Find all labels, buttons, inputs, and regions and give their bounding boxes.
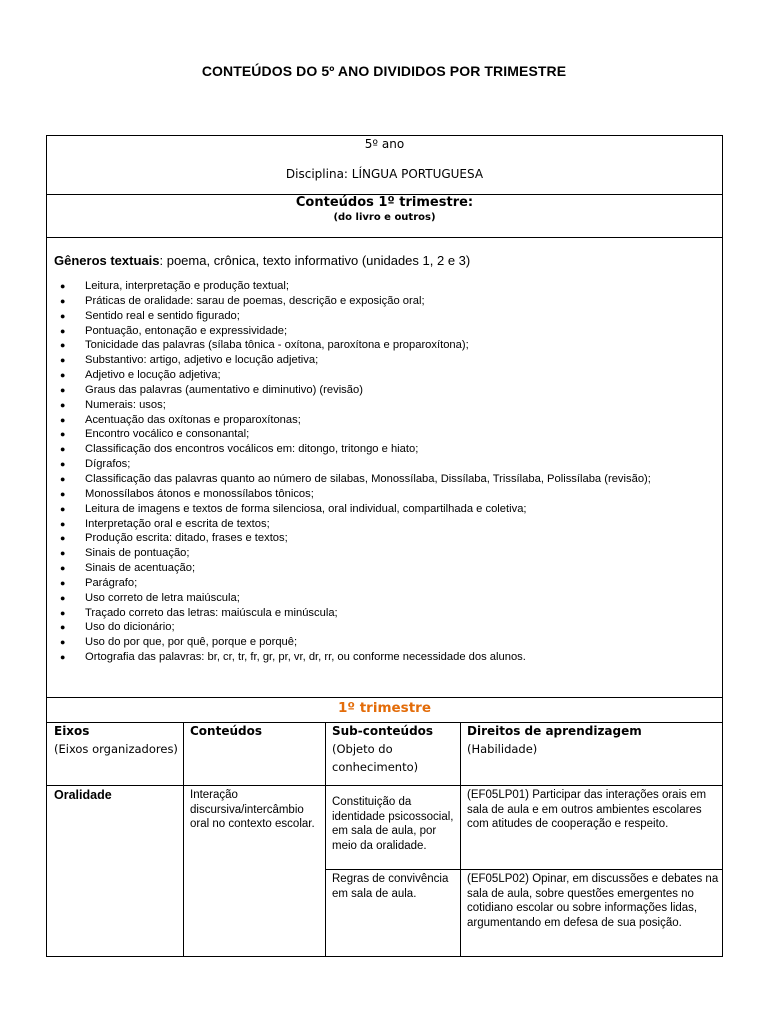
list-item xyxy=(58,279,745,294)
list-item-text: Tonicidade das palavras (sílaba tônica - oxítona, paroxítona e proparoxítona); xyxy=(85,339,469,352)
divider xyxy=(46,237,723,238)
conteudo-cell: Interação discursiva/intercâmbio oral no contexto escolar. xyxy=(190,789,315,830)
column-divider xyxy=(183,722,184,957)
list-item-text: Leitura, interpretação e produção textual; xyxy=(85,280,289,292)
bullet-icon: ● xyxy=(60,622,66,633)
list-item-text: Substantivo: artigo, adjetivo e locução adjetiva; xyxy=(85,354,319,367)
bullet-icon: ● xyxy=(60,488,66,499)
list-item xyxy=(58,472,745,487)
list-item xyxy=(58,338,745,353)
eixo-cell: Oralidade xyxy=(54,788,112,802)
subconteudo-cell: Regras de convivência em sala de aula. xyxy=(332,873,449,900)
list-item-text: Práticas de oralidade: sarau de poemas, descrição e exposição oral; xyxy=(85,294,425,307)
direito-cell: (EF05LP02) Opinar, em discussões e debates na sala de aula, sobre questões emergentes no cotidiano escolar ou sobre informações lidas, argumentando em defesa de sua posição. xyxy=(467,873,719,929)
bullet-icon: ● xyxy=(60,459,66,470)
genres-label: Gêneros textuais xyxy=(54,253,160,268)
trimester-title: 1º trimestre xyxy=(338,700,431,716)
list-item-text: Pontuação, entonação e expressividade; xyxy=(85,324,288,337)
list-item-text: Interpretação oral e escrita de textos; xyxy=(85,517,270,530)
list-item xyxy=(58,413,745,428)
header-subconteudos-sub: (Objeto do conhecimento) xyxy=(332,742,419,774)
bullet-icon: ● xyxy=(60,355,66,366)
bullet-icon: ● xyxy=(60,340,66,351)
bullet-icon: ● xyxy=(60,414,66,425)
list-item-text: Classificação das palavras quanto ao número de silabas, Monossílaba, Dissílaba, Trissílaba, Polissílaba (revisão); xyxy=(85,472,651,485)
header-conteudos-label: Conteúdos xyxy=(190,724,262,738)
list-item xyxy=(58,427,745,442)
list-item xyxy=(58,502,745,517)
subject-label: Disciplina: LÍNGUA PORTUGUESA xyxy=(285,167,484,181)
list-item xyxy=(58,487,745,502)
list-item xyxy=(58,368,745,383)
bullet-icon: ● xyxy=(60,384,66,395)
genres-line xyxy=(54,253,470,268)
list-item xyxy=(58,591,745,606)
list-item xyxy=(58,561,745,576)
list-item xyxy=(58,650,745,665)
list-item-text: Uso do dicionário; xyxy=(85,621,175,634)
list-item xyxy=(58,398,745,413)
bullet-icon: ● xyxy=(60,548,66,559)
column-divider xyxy=(325,722,326,957)
bullet-icon: ● xyxy=(60,652,66,663)
header-conteudos xyxy=(190,723,320,740)
list-item xyxy=(58,309,745,324)
list-item-text: Parágrafo; xyxy=(85,576,138,589)
header-eixos-label: Eixos xyxy=(54,724,90,738)
divider xyxy=(325,869,723,870)
list-item xyxy=(58,620,745,635)
list-item xyxy=(58,606,745,621)
list-item-text: Leitura de imagens e textos de forma silenciosa, oral individual, compartilhada e coletiva; xyxy=(85,502,527,515)
bullet-icon: ● xyxy=(60,295,66,306)
subconteudo-cell: Constituição da identidade psicossocial, em sala de aula, por meio da oralidade. xyxy=(332,796,454,852)
list-item xyxy=(58,517,745,532)
header-eixos-sub: (Eixos organizadores) xyxy=(54,742,178,756)
divider xyxy=(46,697,723,698)
bullet-icon: ● xyxy=(60,577,66,588)
bullet-icon: ● xyxy=(60,607,66,618)
bullet-icon: ● xyxy=(60,592,66,603)
header-subconteudos xyxy=(332,723,457,776)
trimester-contents-title: Conteúdos 1º trimestre: xyxy=(295,195,474,210)
list-item xyxy=(58,383,745,398)
bullet-icon: ● xyxy=(60,310,66,321)
list-item-text: Uso correto de letra maiúscula; xyxy=(85,591,240,604)
header-direitos xyxy=(467,723,719,758)
header-eixos xyxy=(54,723,179,758)
list-item xyxy=(58,546,745,561)
list-item-text: Produção escrita: ditado, frases e textos; xyxy=(85,532,288,545)
list-item-text: Monossílabos átonos e monossílabos tônicos; xyxy=(85,487,314,500)
bullet-icon: ● xyxy=(60,637,66,648)
list-item xyxy=(58,353,745,368)
list-item-text: Classificação dos encontros vocálicos em: ditongo, tritongo e hiato; xyxy=(85,443,419,456)
list-item xyxy=(58,294,745,309)
list-item-text: Numerais: usos; xyxy=(85,398,166,411)
genres-text: : poema, crônica, texto informativo (unidades 1, 2 e 3) xyxy=(159,253,471,268)
list-item-text: Sinais de pontuação; xyxy=(85,547,190,560)
column-divider xyxy=(460,722,461,957)
list-item xyxy=(58,576,745,591)
grade-label: 5º ano xyxy=(364,137,405,151)
bullet-icon: ● xyxy=(60,444,66,455)
list-item xyxy=(58,531,745,546)
list-item xyxy=(58,324,745,339)
page-title: CONTEÚDOS DO 5º ANO DIVIDIDOS POR TRIMESTRE xyxy=(201,63,567,79)
bullet-icon: ● xyxy=(60,325,66,336)
bullet-icon: ● xyxy=(60,399,66,410)
list-item-text: Encontro vocálico e consonantal; xyxy=(85,428,250,441)
list-item-text: Dígrafos; xyxy=(85,458,131,471)
topic-list xyxy=(58,279,745,665)
list-item xyxy=(58,635,745,650)
trimester-contents-subtitle: (do livro e outros) xyxy=(333,212,436,223)
bullet-icon: ● xyxy=(60,429,66,440)
bullet-icon: ● xyxy=(60,281,66,291)
divider xyxy=(46,785,723,786)
bullet-icon: ● xyxy=(60,518,66,529)
direito-cell: (EF05LP01) Participar das interações orais em sala de aula e em outros ambientes escolares com atitudes de cooperação e respeito. xyxy=(467,789,707,830)
list-item-text: Sinais de acentuação; xyxy=(85,562,196,575)
bullet-icon: ● xyxy=(60,533,66,544)
bullet-icon: ● xyxy=(60,563,66,574)
bullet-icon: ● xyxy=(60,370,66,381)
bullet-icon: ● xyxy=(60,503,66,514)
header-subconteudos-label: Sub-conteúdos xyxy=(332,724,434,738)
list-item-text: Uso do por que, por quê, porque e porquê; xyxy=(85,636,298,649)
bullet-icon: ● xyxy=(60,473,66,484)
header-direitos-sub: (Habilidade) xyxy=(467,742,538,756)
list-item-text: Ortografia das palavras: br, cr, tr, fr, gr, pr, vr, dr, rr, ou conforme necessidade dos alunos. xyxy=(85,651,526,664)
list-item xyxy=(58,457,745,472)
list-item-text: Traçado correto das letras: maiúscula e minúscula; xyxy=(85,606,338,619)
header-direitos-label: Direitos de aprendizagem xyxy=(467,724,642,738)
list-item-text: Adjetivo e locução adjetiva; xyxy=(85,369,221,382)
list-item-text: Graus das palavras (aumentativo e diminutivo) (revisão) xyxy=(85,383,363,396)
list-item xyxy=(58,442,745,457)
list-item-text: Sentido real e sentido figurado; xyxy=(85,309,240,322)
list-item-text: Acentuação das oxítonas e proparoxítonas; xyxy=(85,413,301,426)
